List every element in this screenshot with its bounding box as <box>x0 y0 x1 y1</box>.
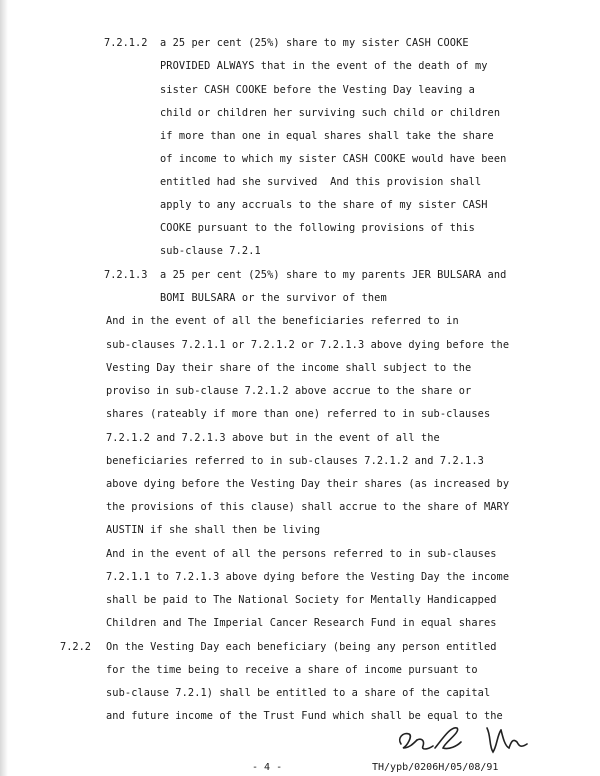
clause-line: On the Vesting Day each beneficiary (being any person entitled <box>106 641 497 653</box>
page-number: - 4 - <box>252 762 283 773</box>
paragraph-line: And in the event of all the beneficiaries referred to in <box>106 315 459 327</box>
clause-line: sub-clause 7.2.1 <box>160 245 261 257</box>
clause-number-7-2-1-3: 7.2.1.3 <box>104 269 148 281</box>
clause-line: sub-clause 7.2.1) shall be entitled to a share of the capital <box>106 687 491 699</box>
clause-line: BOMI BULSARA or the survivor of them <box>160 292 387 304</box>
clause-line: sister CASH COOKE before the Vesting Day leaving a <box>160 84 475 96</box>
clause-line: a 25 per cent (25%) share to my sister CASH COOKE <box>160 37 469 49</box>
paragraph-line: shall be paid to The National Society for Mentally Handicapped <box>106 594 497 606</box>
clause-line: child or children her surviving such child or children <box>160 107 501 119</box>
document-reference: TH/ypb/0206H/05/08/91 <box>372 762 499 773</box>
paragraph-line: Vesting Day their share of the income shall subject to the <box>106 362 472 374</box>
paragraph-line: sub-clauses 7.2.1.1 or 7.2.1.2 or 7.2.1.3 above dying before the <box>106 339 510 351</box>
paragraph-line: the provisions of this clause) shall accrue to the share of MARY <box>106 501 510 513</box>
clause-line: PROVIDED ALWAYS that in the event of the death of my <box>160 60 488 72</box>
clause-line: for the time being to receive a share of income pursuant to <box>106 664 478 676</box>
paragraph-line: shares (rateably if more than one) referred to in sub-clauses <box>106 408 491 420</box>
paragraph-line: 7.2.1.1 to 7.2.1.3 above dying before the Vesting Day the income <box>106 571 510 583</box>
paragraph-line: And in the event of all the persons referred to in sub-clauses <box>106 548 497 560</box>
clause-line: entitled had she survived And this provision shall <box>160 176 482 188</box>
scan-edge-shadow <box>0 0 8 776</box>
clause-number-7-2-1-2: 7.2.1.2 <box>104 37 148 49</box>
paragraph-line: Children and The Imperial Cancer Research Fund in equal shares <box>106 617 497 629</box>
paragraph-line: above dying before the Vesting Day their shares (as increased by <box>106 478 510 490</box>
paragraph-line: beneficiaries referred to in sub-clauses 7.2.1.2 and 7.2.1.3 <box>106 455 484 467</box>
clause-line: and future income of the Trust Fund which shall be equal to the <box>106 710 503 722</box>
clause-number-7-2-2: 7.2.2 <box>60 641 91 653</box>
paragraph-line: 7.2.1.2 and 7.2.1.3 above but in the event of all the <box>106 432 440 444</box>
clause-line: of income to which my sister CASH COOKE would have been <box>160 153 507 165</box>
clause-line: if more than one in equal shares shall take the share <box>160 130 494 142</box>
clause-line: apply to any accruals to the share of my sister CASH <box>160 199 488 211</box>
handwritten-initials-signature <box>395 718 535 758</box>
paragraph-line: proviso in sub-clause 7.2.1.2 above accrue to the share or <box>106 385 472 397</box>
clause-line: COOKE pursuant to the following provisions of this <box>160 222 475 234</box>
paragraph-line: AUSTIN if she shall then be living <box>106 524 321 536</box>
clause-line: a 25 per cent (25%) share to my parents JER BULSARA and <box>160 269 507 281</box>
